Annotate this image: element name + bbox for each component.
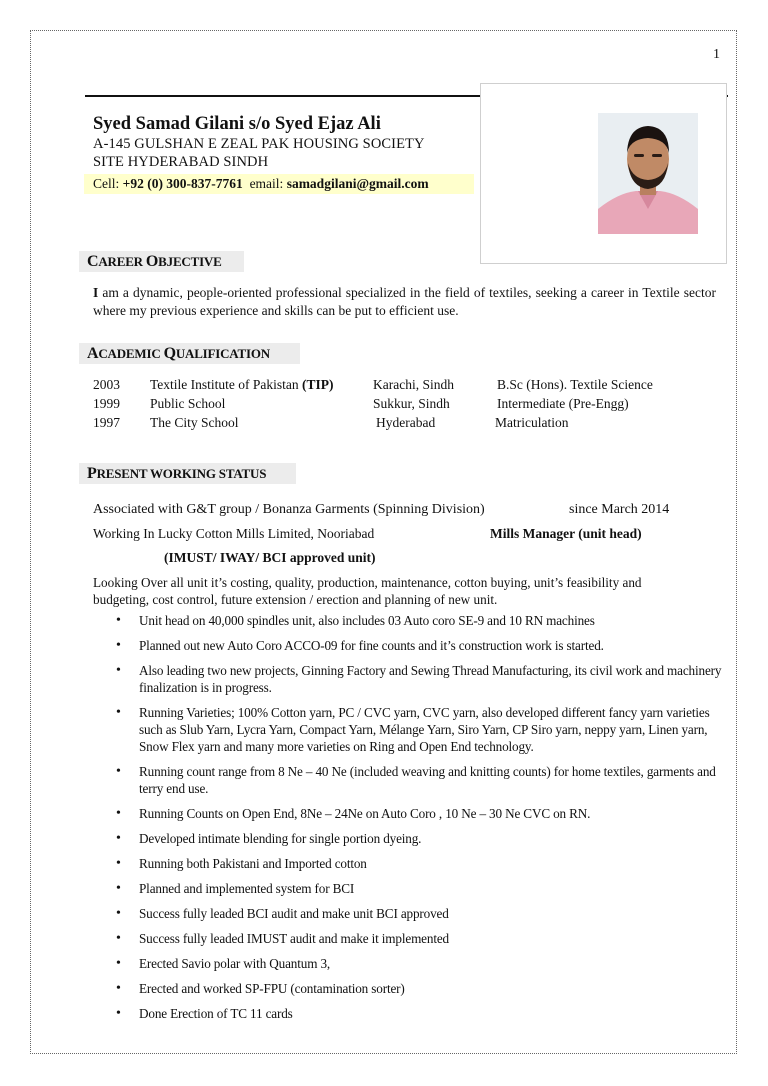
address-line-2: SITE HYDERABAD SINDH bbox=[93, 154, 269, 170]
list-item: • Done Erection of TC 11 cards bbox=[116, 1005, 728, 1022]
list-item: • Erected and worked SP-FPU (contamination sorter) bbox=[116, 980, 728, 997]
list-item: • Planned and implemented system for BCI bbox=[116, 880, 728, 897]
list-item: • Running both Pakistani and Imported cotton bbox=[116, 855, 728, 872]
working-summary: Looking Over all unit it’s costing, quality, production, maintenance, cotton buying, unit’s feasibility and budgeting, cost control, future extension / erection and planning of new unit. bbox=[93, 575, 642, 607]
email-address: samadgilani@gmail.com bbox=[286, 176, 429, 191]
cell-label: Cell: bbox=[93, 176, 120, 191]
address-line-1: A-145 GULSHAN E ZEAL PAK HOUSING SOCIETY bbox=[93, 136, 425, 152]
list-item: • Planned out new Auto Coro ACCO-09 for fine counts and it’s construction work is started. bbox=[116, 637, 728, 654]
contact-line bbox=[84, 174, 474, 194]
list-item: • Running Varieties; 100% Cotton yarn, PC / CVC yarn, CVC yarn, also developed different fancy yarn varieties such as Slub Yarn, Lycra Yarn, Compact Yarn, Mélange Yarn, Siro Yarn, CP Siro yarn, neppy yarn, Linen yarn, Snow Flex yarn and many more varieties on Ring and Open End technology. bbox=[116, 704, 728, 755]
page-number: 1 bbox=[713, 47, 720, 62]
list-item: • Developed intimate blending for single portion dyeing. bbox=[116, 830, 728, 847]
working-in-line: Working In Lucky Cotton Mills Limited, Nooriabad bbox=[93, 526, 375, 541]
qualification-row: 1997 The City School Hyderabad Matriculation bbox=[93, 415, 569, 430]
profile-photo bbox=[598, 113, 698, 234]
role-title: Mills Manager (unit head) bbox=[490, 526, 642, 541]
section-present-working-status: PRESENT WORKING STATUS bbox=[79, 463, 296, 484]
qualification-row: 1999 Public School Sukkur, Sindh Intermediate (Pre-Engg) bbox=[93, 396, 629, 411]
cell-number: +92 (0) 300-837-7761 bbox=[122, 176, 243, 191]
list-item: • Unit head on 40,000 spindles unit, also includes 03 Auto coro SE-9 and 10 RN machines bbox=[116, 612, 728, 629]
section-career-objective: CAREER OBJECTIVE bbox=[79, 251, 244, 272]
qualification-row: 2003 Textile Institute of Pakistan (TIP) Karachi, Sindh B.Sc (Hons). Textile Science bbox=[93, 377, 653, 392]
section-academic-qualification: ACADEMIC QUALIFICATION bbox=[79, 343, 300, 364]
list-item: • Also leading two new projects, Ginning Factory and Sewing Thread Manufacturing, its civil work and machinery finalization is in progress. bbox=[116, 662, 728, 696]
list-item: • Erected Savio polar with Quantum 3, bbox=[116, 955, 728, 972]
list-item: • Success fully leaded BCI audit and make unit BCI approved bbox=[116, 905, 728, 922]
associated-line: Associated with G&T group / Bonanza Garments (Spinning Division) bbox=[93, 502, 485, 517]
candidate-name: Syed Samad Gilani s/o Syed Ejaz Ali bbox=[93, 114, 381, 134]
list-item: • Success fully leaded IMUST audit and make it implemented bbox=[116, 930, 728, 947]
approved-unit: (IMUST/ IWAY/ BCI approved unit) bbox=[164, 550, 376, 565]
email-label: email: bbox=[249, 176, 284, 191]
since-date: since March 2014 bbox=[569, 502, 670, 517]
achievements-list bbox=[116, 612, 728, 1030]
photo-frame bbox=[480, 83, 727, 264]
list-item: • Running count range from 8 Ne – 40 Ne (included weaving and knitting counts) for home textiles, garments and terry end use. bbox=[116, 763, 728, 797]
career-objective-text: I am a dynamic, people-oriented professional specialized in the field of textiles, seeking a career in Textile sector where my previous experience and skills can be put to efficient use. bbox=[93, 285, 716, 318]
list-item: • Running Counts on Open End, 8Ne – 24Ne on Auto Coro , 10 Ne – 30 Ne CVC on RN. bbox=[116, 805, 728, 822]
